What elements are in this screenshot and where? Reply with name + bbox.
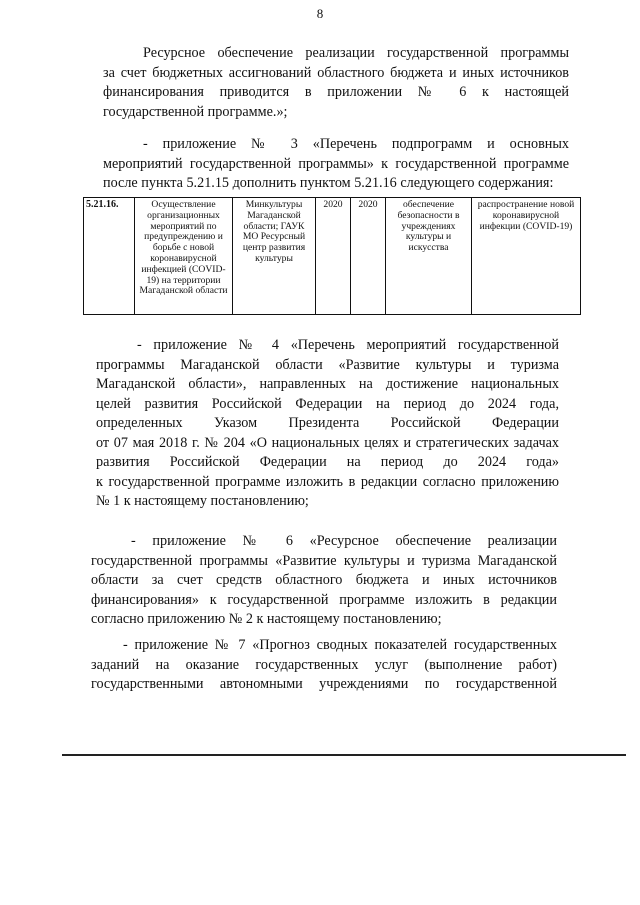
text-line: государственной программе.»;	[103, 103, 288, 120]
text-line: Ресурсное обеспечение реализации государственной программы	[143, 45, 569, 61]
text-line: государственными автономными учреждениями по государственной	[91, 676, 557, 692]
text-line: программы Магаданской области «Развитие культуры и туризма	[96, 356, 559, 373]
text-line: финансирования приводится в приложении № 6 к настоящей	[103, 84, 569, 100]
table-row	[84, 198, 581, 315]
text-line: мероприятий государственной программы» к государственной программе	[103, 155, 569, 172]
start-year-cell: 2020	[316, 198, 351, 315]
paragraph-appendix-7	[91, 636, 557, 695]
paragraph-resource-provision	[103, 44, 569, 122]
text-line: к государственной программе изложить в редакции согласно приложению	[96, 473, 559, 490]
text-line: целей развития Российской Федерации на период до 2024 года,	[96, 395, 559, 412]
paragraph-appendix-3	[103, 135, 569, 194]
text-line: финансирования» к государственной программе изложить в редакции	[91, 591, 557, 608]
item-number: 5.21.16.	[84, 198, 135, 315]
activity-cell: Осуществление организационных мероприятий по предупреждению и борьбе с новой коронавирусной инфекцией (COVID-19) на территории Магаданской области	[135, 198, 233, 315]
text-line: после пункта 5.21.15 дополнить пунктом 5.21.16 следующего содержания:	[103, 175, 554, 191]
text-line: - приложение № 4 «Перечень мероприятий государственной	[137, 337, 559, 353]
text-line: за счет бюджетных ассигнований областного бюджета и иных источников	[103, 64, 569, 81]
text-line: - приложение № 7 «Прогноз сводных показателей государственных	[123, 637, 557, 653]
page-number: 8	[316, 6, 324, 21]
text-line: государственной программы «Развитие культуры и туризма Магаданской	[91, 552, 557, 569]
text-line: заданий на оказание государственных услуг (выполнение работ)	[91, 656, 557, 673]
text-line: определенных Указом Президента Российской Федерации	[96, 415, 559, 431]
end-year-cell: 2020	[351, 198, 386, 315]
text-line: развития Российской Федерации на период до 2024 года»	[96, 454, 559, 470]
insert-table	[83, 197, 581, 315]
executor-cell: Минкультуры Магаданской области; ГАУК МО Ресурсный центр развития культуры	[233, 198, 316, 315]
text-line: области за счет средств областного бюджета и иных источников	[91, 572, 557, 588]
text-line: от 07 мая 2018 г. № 204 «О национальных целях и стратегических задачах	[96, 434, 559, 451]
paragraph-appendix-4	[96, 336, 559, 512]
text-line: - приложение № 6 «Ресурсное обеспечение реализации	[131, 533, 557, 549]
text-line: - приложение № 3 «Перечень подпрограмм и основных	[143, 136, 569, 152]
text-line: согласно приложению № 2 к настоящему постановлению;	[91, 611, 442, 627]
text-line: № 1 к настоящему постановлению;	[96, 493, 309, 509]
result-cell: обеспечение безопасности в учреждениях культуры и искусства	[386, 198, 472, 315]
text-line: Магаданской области», направленных на достижение национальных	[96, 376, 559, 392]
consequence-cell: распространение новой коронавирусной инфекции (COVID-19)	[472, 198, 581, 315]
paragraph-appendix-6	[91, 532, 557, 630]
footer-divider	[62, 754, 626, 756]
